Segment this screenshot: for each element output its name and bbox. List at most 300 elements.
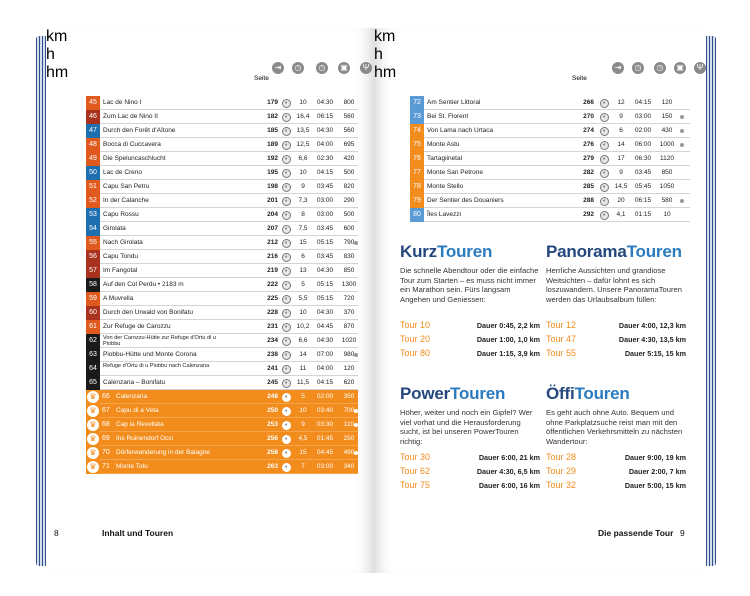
tour-number-badge: 76 bbox=[410, 152, 424, 166]
tour-number-badge: 51 bbox=[86, 180, 100, 194]
tour-km: 7,5 bbox=[298, 225, 308, 232]
difficulty-icon: ◐ bbox=[282, 309, 291, 318]
table-row[interactable] bbox=[86, 376, 358, 390]
tour-number-badge: 54 bbox=[86, 222, 100, 236]
tour-km: 6 bbox=[619, 127, 623, 134]
tour-page: 238 bbox=[267, 351, 278, 358]
tour-km: 10 bbox=[299, 407, 307, 414]
tour-km: 6 bbox=[301, 253, 305, 260]
difficulty-icon: ◐ bbox=[600, 127, 609, 136]
tour-hm: 720 bbox=[343, 295, 355, 302]
tour-suggestion-number: Tour 47 bbox=[546, 334, 577, 344]
footer-left-page-number: 8 bbox=[54, 528, 59, 538]
table-row[interactable] bbox=[86, 208, 358, 222]
tour-name: Lac de Nino I bbox=[103, 99, 142, 106]
table-row[interactable] bbox=[86, 390, 358, 404]
tour-name: Girolata bbox=[103, 225, 126, 232]
tour-hm: 790 bbox=[343, 239, 355, 246]
tour-h: 04:30 bbox=[316, 127, 334, 134]
difficulty-icon: ◐ bbox=[282, 449, 291, 458]
powertouren-title: PowerTouren bbox=[400, 384, 506, 403]
tour-suggestion-duration: Dauer 4:00, 12,3 km bbox=[618, 321, 686, 330]
table-row[interactable] bbox=[86, 264, 358, 278]
fork-knife-icon: Ψ bbox=[694, 62, 706, 74]
tour-suggestion-duration: Dauer 9:00, 19 km bbox=[624, 453, 686, 462]
tour-page: 212 bbox=[267, 239, 278, 246]
left-table-header bbox=[46, 28, 374, 82]
crown-icon: ♛ bbox=[87, 433, 99, 445]
table-row[interactable] bbox=[410, 194, 690, 208]
tour-page: 231 bbox=[267, 323, 278, 330]
difficulty-icon: ◐ bbox=[282, 379, 291, 388]
tour-name: Der Sentier des Douaniers bbox=[427, 197, 504, 204]
tour-suggestion-duration: Dauer 6:00, 21 km bbox=[478, 453, 540, 462]
tour-number-badge: 48 bbox=[86, 138, 100, 152]
tour-number-badge: 59 bbox=[86, 292, 100, 306]
tour-hm: 370 bbox=[343, 309, 355, 316]
difficulty-icon: ◐ bbox=[282, 253, 291, 262]
tour-suggestion-duration: Dauer 1:15, 3,9 km bbox=[476, 349, 540, 358]
tour-number-badge: 74 bbox=[410, 124, 424, 138]
tour-km: 14 bbox=[299, 351, 307, 358]
difficulty-icon: ◐ bbox=[600, 197, 609, 206]
tour-number-badge: 50 bbox=[86, 166, 100, 180]
tour-number-badge: 64 bbox=[86, 362, 100, 376]
kurztouren-title: KurzTouren bbox=[400, 242, 493, 261]
tour-number: 70 bbox=[102, 449, 110, 456]
tour-h: 04:45 bbox=[316, 449, 334, 456]
table-row[interactable] bbox=[86, 446, 358, 460]
difficulty-icon: ◐ bbox=[600, 113, 609, 122]
kurztouren-text: Die schnelle Abendtour oder die einfache Tour zum Starten – es muss nicht immer ein Marathon sein. Fürs langsam Angehen und Geniessen: bbox=[400, 266, 539, 304]
tour-h: 01:45 bbox=[316, 435, 334, 442]
tour-number: 69 bbox=[102, 435, 110, 442]
tour-page: 248 bbox=[267, 393, 278, 400]
tour-suggestion[interactable] bbox=[546, 452, 686, 464]
table-row[interactable] bbox=[86, 194, 358, 208]
difficulty-icon: ◐ bbox=[282, 421, 291, 430]
difficulty-icon: ◐ bbox=[282, 435, 291, 444]
tour-h: 04:45 bbox=[316, 323, 334, 330]
tour-h: 04:30 bbox=[316, 99, 334, 106]
difficulty-icon: ◐ bbox=[282, 211, 291, 220]
difficulty-icon: ◐ bbox=[282, 351, 291, 360]
tour-name: Zum Lac de Nino II bbox=[103, 113, 158, 120]
tour-km: 10,2 bbox=[296, 323, 310, 330]
tour-suggestion-duration: Dauer 5:00, 15 km bbox=[624, 481, 686, 490]
tour-number-badge bbox=[86, 404, 100, 418]
tour-h: 03:45 bbox=[316, 183, 334, 190]
tour-suggestion[interactable] bbox=[400, 480, 540, 492]
tour-hm: 490 bbox=[343, 449, 355, 456]
tour-number-badge: 75 bbox=[410, 138, 424, 152]
restaurant-dot-icon bbox=[354, 423, 358, 427]
difficulty-icon: ◐ bbox=[282, 295, 291, 304]
unit-label-h: h bbox=[46, 46, 55, 63]
tour-suggestion[interactable] bbox=[546, 320, 686, 332]
tour-page: 195 bbox=[267, 169, 278, 176]
tour-km: 20 bbox=[617, 197, 625, 204]
tour-suggestion-duration: Dauer 5:15, 15 km bbox=[624, 349, 686, 358]
tour-km: 14 bbox=[617, 141, 625, 148]
tour-name: Capu Tondu bbox=[103, 253, 138, 260]
difficulty-icon: ◐ bbox=[600, 155, 609, 164]
restaurant-dot-icon bbox=[680, 143, 684, 147]
tour-name: Am Sentier Littoral bbox=[427, 99, 481, 106]
table-row[interactable] bbox=[86, 404, 358, 418]
tour-h: 07:00 bbox=[316, 351, 334, 358]
panoramatouren-title: PanoramaTouren bbox=[546, 242, 682, 261]
tour-name: Von der Carozzu-Hütte zur Refuge d'Ortu di u Piobbu bbox=[103, 334, 216, 347]
crown-icon: ♛ bbox=[87, 419, 99, 431]
table-row[interactable] bbox=[86, 138, 358, 152]
tour-km: 5 bbox=[301, 393, 305, 400]
tour-suggestion-number: Tour 80 bbox=[400, 348, 431, 358]
tour-km: 15 bbox=[299, 449, 307, 456]
tour-page: 258 bbox=[267, 449, 278, 456]
tour-hm: 120 bbox=[661, 99, 673, 106]
clock-icon: ◷ bbox=[316, 62, 328, 74]
tour-page: 189 bbox=[267, 141, 278, 148]
bus-icon: ▣ bbox=[338, 62, 350, 74]
restaurant-dot-icon bbox=[354, 353, 358, 357]
tour-page: 216 bbox=[267, 253, 278, 260]
table-row[interactable] bbox=[410, 180, 690, 194]
restaurant-dot-icon bbox=[354, 409, 358, 413]
tour-hm: 695 bbox=[343, 141, 355, 148]
difficulty-icon: ◐ bbox=[282, 113, 291, 122]
table-row[interactable] bbox=[86, 348, 358, 362]
table-row[interactable] bbox=[86, 96, 358, 110]
tour-km: 5,5 bbox=[298, 295, 308, 302]
tour-h: 03:00 bbox=[316, 463, 334, 470]
tour-suggestion-number: Tour 20 bbox=[400, 334, 431, 344]
tour-h: 03:45 bbox=[316, 253, 334, 260]
tour-km: 11 bbox=[299, 365, 307, 372]
tour-hm: 10 bbox=[663, 211, 671, 218]
powertouren-text: Höher, weiter und noch ein Gipfel? Wer viel vorhat und die Herausforderung sucht, ist bei unseren PowerTouren richtig: bbox=[400, 408, 533, 446]
table-row[interactable] bbox=[86, 460, 358, 474]
tour-hm: 850 bbox=[343, 267, 355, 274]
signpost-icon: ⇥ bbox=[612, 62, 624, 74]
tour-page: 292 bbox=[583, 211, 594, 218]
tour-suggestion[interactable] bbox=[546, 334, 686, 346]
tour-km: 11,5 bbox=[296, 379, 310, 386]
tour-h: 03:45 bbox=[634, 169, 652, 176]
difficulty-icon: ◐ bbox=[282, 225, 291, 234]
tour-h: 04:30 bbox=[316, 267, 334, 274]
restaurant-dot-icon bbox=[680, 129, 684, 133]
tour-h: 04:30 bbox=[316, 309, 334, 316]
tour-name: Cap la Revellata bbox=[116, 421, 164, 428]
tour-number-badge bbox=[86, 446, 100, 460]
tour-suggestion[interactable] bbox=[400, 348, 540, 360]
difficulty-icon: ◐ bbox=[282, 365, 291, 374]
tour-suggestion-number: Tour 28 bbox=[546, 452, 577, 462]
table-row[interactable] bbox=[86, 306, 358, 320]
table-row[interactable] bbox=[86, 222, 358, 236]
tour-suggestion-duration: Dauer 0:45, 2,2 km bbox=[476, 321, 540, 330]
tour-name: Calenzana bbox=[116, 393, 148, 400]
tour-h: 04:15 bbox=[316, 379, 334, 386]
difficulty-icon: ◐ bbox=[282, 141, 291, 150]
tour-name: Capu San Petru bbox=[103, 183, 150, 190]
table-row[interactable] bbox=[410, 124, 690, 138]
difficulty-icon: ◐ bbox=[282, 197, 291, 206]
difficulty-icon: ◐ bbox=[282, 239, 291, 248]
table-row[interactable] bbox=[86, 152, 358, 166]
crown-icon: ♛ bbox=[87, 405, 99, 417]
tour-number-badge bbox=[86, 432, 100, 446]
tour-km: 15 bbox=[299, 239, 307, 246]
crown-icon: ♛ bbox=[87, 461, 99, 473]
tour-suggestion[interactable] bbox=[400, 466, 540, 478]
tour-page: 185 bbox=[267, 127, 278, 134]
tour-h: 02:00 bbox=[316, 393, 334, 400]
footer-right-page-number: 9 bbox=[680, 528, 685, 538]
difficulty-icon: ◐ bbox=[282, 267, 291, 276]
tour-suggestion-number: Tour 10 bbox=[400, 320, 431, 330]
crown-icon: ♛ bbox=[87, 447, 99, 459]
table-row[interactable] bbox=[86, 292, 358, 306]
tour-name: Auf den Col Perdu • 2183 m bbox=[103, 281, 184, 288]
tour-page: 228 bbox=[267, 309, 278, 316]
table-row[interactable] bbox=[410, 138, 690, 152]
tour-km: 7,3 bbox=[298, 197, 308, 204]
tour-hm: 560 bbox=[343, 113, 355, 120]
tour-suggestion-number: Tour 29 bbox=[546, 466, 577, 476]
tour-h: 04:30 bbox=[316, 337, 334, 344]
right-table-header bbox=[374, 28, 706, 82]
unit-label-hm: hm bbox=[374, 64, 397, 81]
table-row[interactable] bbox=[410, 110, 690, 124]
crown-icon: ♛ bbox=[87, 391, 99, 403]
table-row[interactable] bbox=[86, 278, 358, 292]
open-book bbox=[36, 28, 716, 573]
difficulty-icon: ◐ bbox=[282, 323, 291, 332]
tour-h: 03:30 bbox=[316, 421, 334, 428]
tour-suggestion-duration: Dauer 1:00, 1,0 km bbox=[476, 335, 540, 344]
tour-name: A Muvrella bbox=[103, 295, 134, 302]
unit-label-h: h bbox=[374, 46, 383, 63]
tour-hm: 1020 bbox=[341, 337, 357, 344]
table-row[interactable] bbox=[410, 208, 690, 222]
tour-km: 6,6 bbox=[298, 337, 308, 344]
tour-number: 66 bbox=[102, 393, 110, 400]
seite-column-label: Seite bbox=[254, 75, 269, 82]
tour-page: 279 bbox=[583, 155, 594, 162]
signpost-icon: ⇥ bbox=[272, 62, 284, 74]
table-row[interactable] bbox=[86, 320, 358, 334]
tour-page: 182 bbox=[267, 113, 278, 120]
tour-suggestion-number: Tour 12 bbox=[546, 320, 577, 330]
tour-page: 266 bbox=[583, 99, 594, 106]
table-row[interactable] bbox=[86, 418, 358, 432]
tour-km: 10 bbox=[299, 169, 307, 176]
tour-suggestion-number: Tour 30 bbox=[400, 452, 431, 462]
table-row[interactable] bbox=[86, 362, 358, 376]
clock-icon: ◷ bbox=[632, 62, 644, 74]
tour-page: 276 bbox=[583, 141, 594, 148]
tour-hm: 290 bbox=[343, 197, 355, 204]
tour-hm: 430 bbox=[661, 127, 673, 134]
tour-name: Die Speluncaschlucht bbox=[103, 155, 166, 162]
tour-number-badge: 60 bbox=[86, 306, 100, 320]
table-row[interactable] bbox=[86, 334, 358, 348]
table-row[interactable] bbox=[86, 432, 358, 446]
tour-hm: 150 bbox=[661, 113, 673, 120]
restaurant-dot-icon bbox=[354, 241, 358, 245]
tour-hm: 820 bbox=[343, 183, 355, 190]
difficulty-icon: ◐ bbox=[282, 407, 291, 416]
table-row[interactable] bbox=[86, 180, 358, 194]
tour-h: 03:40 bbox=[316, 407, 334, 414]
tour-hm: 1000 bbox=[659, 141, 675, 148]
tour-page: 245 bbox=[267, 379, 278, 386]
unit-label-hm: hm bbox=[46, 64, 69, 81]
tour-km: 7 bbox=[301, 463, 305, 470]
tour-hm: 110 bbox=[343, 421, 355, 428]
tour-page: 204 bbox=[267, 211, 278, 218]
tour-page: 263 bbox=[267, 463, 278, 470]
tour-h: 05:15 bbox=[316, 295, 334, 302]
tour-name: Von Lama nach Urtaca bbox=[427, 127, 494, 134]
tour-number-badge: 72 bbox=[410, 96, 424, 110]
tour-page: 256 bbox=[267, 435, 278, 442]
tour-number-badge: 80 bbox=[410, 208, 424, 222]
tour-hm: 580 bbox=[661, 197, 673, 204]
tour-hm: 600 bbox=[343, 225, 355, 232]
difficulty-icon: ◐ bbox=[600, 169, 609, 178]
tour-suggestion[interactable] bbox=[546, 480, 686, 492]
tour-name: Monte Tolu bbox=[116, 463, 148, 470]
tour-hm: 620 bbox=[343, 379, 355, 386]
tour-page: 192 bbox=[267, 155, 278, 162]
unit-label-km: km bbox=[374, 28, 396, 45]
tour-suggestion[interactable] bbox=[546, 348, 686, 360]
tour-number-badge: 57 bbox=[86, 264, 100, 278]
tour-suggestion-duration: Dauer 2:00, 7 km bbox=[628, 467, 686, 476]
tour-suggestion[interactable] bbox=[546, 466, 686, 478]
difficulty-icon: ◐ bbox=[282, 463, 291, 472]
tour-name: Piobbu-Hütte und Monte Corona bbox=[103, 351, 197, 358]
tour-page: 282 bbox=[583, 169, 594, 176]
tour-number-badge: 53 bbox=[86, 208, 100, 222]
difficulty-icon: ◐ bbox=[282, 281, 291, 290]
tour-suggestion-number: Tour 55 bbox=[546, 348, 577, 358]
table-row[interactable] bbox=[410, 152, 690, 166]
table-row[interactable] bbox=[410, 96, 690, 110]
table-row[interactable] bbox=[86, 250, 358, 264]
difficulty-icon: ◐ bbox=[282, 127, 291, 136]
restaurant-dot-icon bbox=[354, 451, 358, 455]
tour-km: 14,5 bbox=[614, 183, 628, 190]
tour-km: 10 bbox=[299, 99, 307, 106]
seite-column-label: Seite bbox=[572, 75, 587, 82]
tour-name: Im Fangotal bbox=[103, 267, 138, 274]
tour-km: 4,1 bbox=[616, 211, 626, 218]
clock-icon: ◷ bbox=[654, 62, 666, 74]
difficulty-icon: ◐ bbox=[282, 393, 291, 402]
table-row[interactable] bbox=[86, 166, 358, 180]
tour-page: 250 bbox=[267, 407, 278, 414]
tour-number-badge: 73 bbox=[410, 110, 424, 124]
tour-hm: 420 bbox=[343, 155, 355, 162]
tour-number-badge: 45 bbox=[86, 96, 100, 110]
tour-km: 9 bbox=[619, 113, 623, 120]
table-row[interactable] bbox=[410, 166, 690, 180]
tour-km: 9 bbox=[619, 169, 623, 176]
tour-suggestion-duration: Dauer 4:30, 13,5 km bbox=[618, 335, 686, 344]
difficulty-icon: ◐ bbox=[282, 155, 291, 164]
right-page bbox=[374, 28, 706, 573]
tour-h: 04:15 bbox=[316, 169, 334, 176]
tour-name: Capu Rossu bbox=[103, 211, 139, 218]
tour-h: 06:30 bbox=[634, 155, 652, 162]
tour-h: 01:15 bbox=[634, 211, 652, 218]
tour-km: 13 bbox=[299, 267, 307, 274]
tour-number-badge: 47 bbox=[86, 124, 100, 138]
tour-h: 06:00 bbox=[634, 141, 652, 148]
tour-number-badge: 62 bbox=[86, 334, 100, 348]
tour-name: Refuge d'Ortu di u Piobbu nach Calenzana bbox=[103, 362, 210, 369]
tour-km: 6,6 bbox=[298, 155, 308, 162]
tour-number-badge: 56 bbox=[86, 250, 100, 264]
tour-number-badge bbox=[86, 460, 100, 474]
table-row[interactable] bbox=[86, 236, 358, 250]
table-row[interactable] bbox=[86, 110, 358, 124]
tour-hm: 560 bbox=[343, 127, 355, 134]
tour-page: 274 bbox=[583, 127, 594, 134]
tour-h: 06:15 bbox=[316, 113, 334, 120]
tour-name: Durch den Forêt d'Aïtone bbox=[103, 127, 176, 134]
footer-right-title: Die passende Tour bbox=[598, 528, 674, 538]
tour-h: 04:00 bbox=[316, 141, 334, 148]
tour-number-badge: 65 bbox=[86, 376, 100, 390]
tour-hm: 980 bbox=[343, 351, 355, 358]
panoramatouren-text: Herrliche Aussichten und grandiose Weitsichten – dafür lohnt es sich loszuwandern. Unsere PanoramaTouren werden das Urlaubsalbum füllen: bbox=[546, 266, 682, 304]
tour-suggestion[interactable] bbox=[400, 452, 540, 464]
fork-knife-icon: Ψ bbox=[360, 62, 372, 74]
tour-number-badge: 61 bbox=[86, 320, 100, 334]
bus-icon: ▣ bbox=[674, 62, 686, 74]
tour-h: 04:00 bbox=[316, 365, 334, 372]
tour-hm: 800 bbox=[343, 99, 355, 106]
tour-number-badge: 55 bbox=[86, 236, 100, 250]
difficulty-icon: ◐ bbox=[282, 99, 291, 108]
tour-km: 9 bbox=[301, 421, 305, 428]
tour-page: 241 bbox=[267, 365, 278, 372]
tour-name: Zur Refuge de Carozzu bbox=[103, 323, 171, 330]
tour-suggestion[interactable] bbox=[400, 320, 540, 332]
tour-name: Dörferwanderung in der Balagne bbox=[116, 449, 210, 456]
tour-name: Îles Lavezzi bbox=[427, 211, 461, 218]
difficulty-icon: ◐ bbox=[600, 99, 609, 108]
tour-suggestion[interactable] bbox=[400, 334, 540, 346]
footer-left-title: Inhalt und Touren bbox=[102, 528, 174, 538]
tour-hm: 830 bbox=[343, 253, 355, 260]
table-row[interactable] bbox=[86, 124, 358, 138]
tour-number-badge bbox=[86, 390, 100, 404]
tour-suggestion-number: Tour 32 bbox=[546, 480, 577, 490]
tour-name: Tartagiinetal bbox=[427, 155, 463, 162]
tour-hm: 850 bbox=[661, 169, 673, 176]
tour-number-badge: 46 bbox=[86, 110, 100, 124]
tour-km: 13,5 bbox=[296, 127, 310, 134]
tour-name: Ins Ruinendorf Occi bbox=[116, 435, 174, 442]
tour-h: 06:15 bbox=[634, 197, 652, 204]
tour-name: Monte San Petrone bbox=[427, 169, 484, 176]
